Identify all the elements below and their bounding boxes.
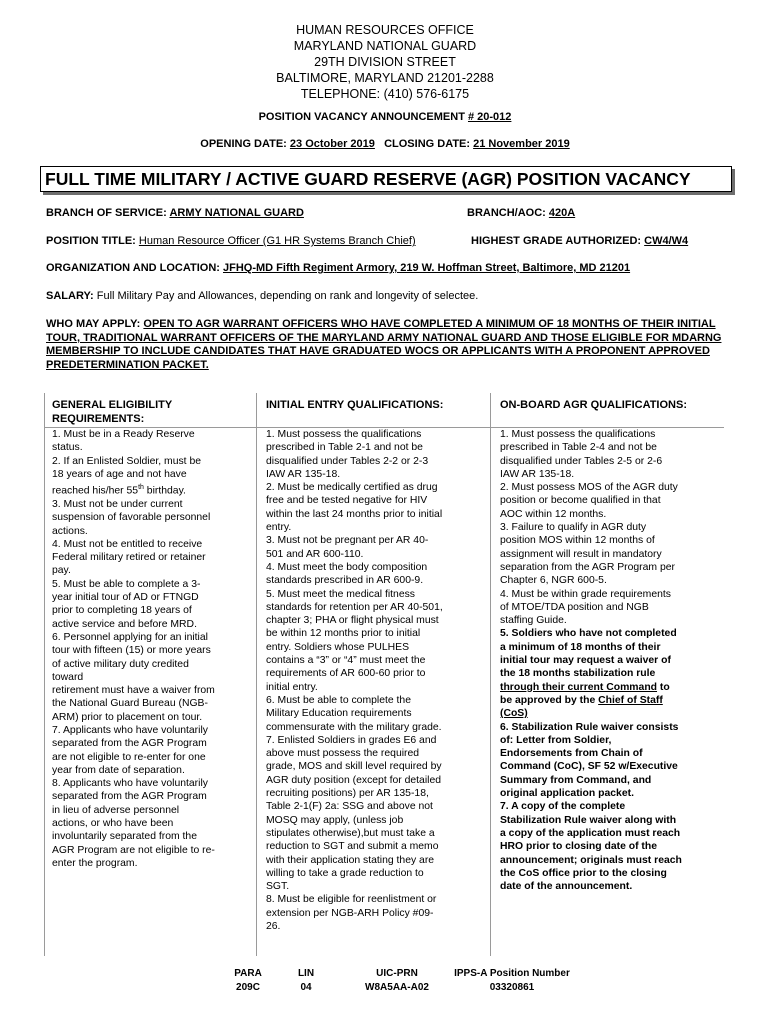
list-line: 4. Must not be entitled to receive (52, 538, 203, 550)
organization-label: ORGANIZATION AND LOCATION: (46, 262, 223, 274)
aoc-value: 420A (548, 207, 576, 219)
branch-value: ARMY NATIONAL GUARD (169, 207, 304, 219)
list-line: SGT. (266, 881, 290, 893)
list-line: AGR Program are not eligible to re- (52, 844, 215, 856)
list-line: 3. Failure to qualify in AGR duty (500, 522, 647, 534)
list-line: above must possess the required (266, 748, 420, 760)
list-line: year initial tour of AD or FTNGD (52, 592, 199, 604)
list-line: Stabilization Rule waiver along with (500, 814, 677, 826)
list-line: Command (CoC), SF 52 w/Executive (500, 761, 678, 773)
announcement-number (0, 111, 770, 123)
approved-text: be approved by the (500, 694, 599, 706)
branch-label: BRANCH OF SERVICE: (46, 207, 170, 219)
list-line: 1. Must be in a Ready Reserve (52, 429, 195, 440)
who-line: PREDETERMINATION PACKET. (46, 358, 209, 371)
list-line: be within 12 months prior to initial (266, 628, 421, 640)
list-line: 26. (266, 920, 281, 932)
list-line: prescribed in Table 2-1 and not be (266, 442, 423, 454)
header-line: MARYLAND NATIONAL GUARD (293, 39, 477, 53)
list-line: a minimum of 18 months of their (500, 641, 661, 653)
list-line: of: Letter from Soldier, (500, 734, 612, 746)
qualifications-table (44, 393, 724, 956)
who-line: TOUR, TRADITIONAL WARRANT OFFICERS OF THE MARYLAND ARMY NATIONAL GUARD AND THOSE ELIGIBLE FOR MDARNG (46, 331, 722, 344)
list-line: tour with fifteen (15) or more years (52, 645, 211, 657)
list-line: original application packet. (500, 788, 634, 800)
list-line: contains a “3” or “4” must meet the (266, 655, 426, 667)
list-line: ARM) prior to placement on tour. (52, 711, 203, 723)
list-line: recruiting positions) per AR 135-18, (266, 788, 429, 800)
list-line: HRO prior to closing date of the (500, 841, 658, 853)
position-title-label: POSITION TITLE: (46, 235, 139, 247)
list-line: retirement must have a waiver from (52, 685, 215, 697)
list-line: reached his/her 55th birthday. (52, 484, 186, 497)
list-line: of MTOE/TDA position and NGB (500, 601, 649, 613)
uic-value: W8A5AA-A02 (365, 982, 429, 993)
list-line: separated from the AGR Program (52, 791, 207, 803)
list-line: commensurate with the military grade. (266, 721, 442, 733)
announcement-value: # 20-012 (467, 111, 512, 123)
list-line: of active military duty credited (52, 658, 189, 670)
list-line: position MOS within 12 months of (500, 535, 655, 547)
list-line: reduction to SGT and submit a memo (266, 841, 439, 853)
list-line: IAW AR 135-18. (500, 468, 575, 480)
list-line: enter the program. (52, 857, 138, 869)
list-line: Military Education requirements (266, 708, 412, 720)
grade-value: CW4/W4 (644, 235, 689, 247)
position-title-field (46, 235, 416, 247)
command-text: through their current Command (500, 681, 658, 693)
grade-field (471, 235, 688, 247)
list-line: involuntarily separated from the (52, 831, 197, 843)
list-line: 501 and AR 600-110. (266, 548, 364, 560)
who-line: MEMBERSHIP TO INCLUDE CANDIDATES THAT HAVE GRADUATED WOCS OR APPLICANTS WITH A PROPONENT APPROVED (46, 345, 710, 357)
list-line: 6. Stabilization Rule waiver consists (500, 721, 679, 733)
list-line: within the last 24 months prior to initial (266, 508, 443, 520)
list-line: separation from the AGR Program per (500, 561, 675, 573)
list-line: assignment will result in mandatory (500, 548, 662, 560)
heading-line: REQUIREMENTS: (52, 413, 145, 425)
ipps-value: 03320861 (489, 982, 535, 993)
list-line: the National Guard Bureau (NGB- (52, 698, 208, 710)
list-line: 6. Must be able to complete the (266, 694, 411, 706)
list-line: the 18 months stabilization rule (500, 668, 656, 680)
list-line: standards for retention per AR 40-501, (266, 601, 443, 613)
cos-text: (CoS) (500, 708, 528, 720)
list-line: 4. Must be within grade requirements (500, 588, 671, 600)
list-line: 3. Must not be under current (52, 498, 183, 510)
list-line: year from date of separation. (52, 764, 185, 776)
list-line: 1. Must possess the qualifications (266, 429, 422, 440)
list-item (500, 694, 682, 707)
list-line: suspension of favorable personnel (52, 512, 211, 524)
list-line: with their application stating they are (266, 854, 435, 866)
list-line: Table 2-1(F) 2a: SSG and above not (266, 801, 433, 813)
who-may-apply (46, 318, 752, 372)
list-line: entry. Soldiers whose PULHES (266, 641, 410, 653)
list-line: separated from the AGR Program (52, 738, 207, 750)
list-line: standards prescribed in AR 600-9. (266, 575, 424, 587)
list-line: 1. Must possess the qualifications (500, 429, 656, 440)
list-line: willing to take a grade reduction to (266, 867, 424, 879)
list-line: disqualified under Tables 2-2 or 2-3 (266, 455, 429, 467)
list-line: pay. (52, 565, 71, 577)
list-line: chapter 3; PHA or flight physical must (266, 615, 439, 627)
grade-label: HIGHEST GRADE AUTHORIZED: (471, 235, 645, 247)
list-line: Chapter 6, NGR 600-5. (500, 575, 607, 587)
list-line: Summary from Command, and (500, 774, 652, 786)
list-line: 5. Soldiers who have not completed (500, 628, 677, 640)
list-line: actions, or who have been (52, 818, 174, 830)
list-line: prior to completing 18 years of (52, 605, 192, 617)
list-line: MOSQ may apply, (unless job (266, 814, 404, 826)
list-line: 7. A copy of the complete (500, 801, 626, 813)
list-line: disqualified under Tables 2-5 or 2-6 (500, 455, 663, 467)
list-line: status. (52, 442, 83, 454)
list-line: 4. Must meet the body composition (266, 561, 428, 573)
para-value: 209C (236, 982, 260, 993)
who-label: WHO MAY APPLY: (46, 318, 144, 330)
closing-date: 21 November 2019 (473, 138, 570, 150)
general-eligibility-list (52, 428, 215, 870)
office-header (0, 22, 770, 102)
table-divider (256, 393, 257, 956)
opening-date: 23 October 2019 (289, 138, 375, 150)
position-title-value: Human Resource Officer (G1 HR Systems Branch Chief) (138, 235, 416, 247)
uic-label: UIC-PRN (376, 968, 418, 979)
initial-entry-heading: INITIAL ENTRY QUALIFICATIONS: (266, 399, 444, 411)
list-item (500, 681, 682, 694)
footer-lin (288, 967, 324, 995)
aoc-field (467, 207, 575, 219)
list-item (500, 707, 682, 720)
list-line: extension per NGB-ARH Policy #09- (266, 907, 434, 919)
salary-value: Full Military Pay and Allowances, depending on rank and longevity of selectee. (96, 290, 479, 302)
list-line: AOC within 12 months. (500, 508, 607, 520)
onboard-agr-list (500, 428, 682, 893)
list-line: 5. Must meet the medical fitness (266, 588, 415, 600)
list-line: 5. Must be able to complete a 3- (52, 578, 201, 590)
footer-uic (358, 967, 436, 995)
list-line: requirements of AR 600-60 prior to (266, 668, 426, 680)
list-line: a copy of the application must reach (500, 827, 681, 839)
header-line: TELEPHONE: (410) 576-6175 (300, 87, 470, 101)
list-line: announcement; originals must reach (500, 854, 682, 866)
header-line: 29TH DIVISION STREET (314, 55, 456, 69)
table-divider (490, 393, 491, 956)
heading-line: GENERAL ELIGIBILITY (52, 399, 173, 411)
list-line: entry. (266, 522, 292, 534)
branch-field (46, 207, 304, 219)
onboard-agr-heading: ON-BOARD AGR QUALIFICATIONS: (500, 399, 687, 411)
vacancy-banner: FULL TIME MILITARY / ACTIVE GUARD RESERVE (AGR) POSITION VACANCY (40, 166, 732, 192)
header-line: HUMAN RESOURCES OFFICE (296, 23, 474, 37)
header-line: BALTIMORE, MARYLAND 21201-2288 (276, 71, 494, 85)
list-line: 7. Enlisted Soldiers in grades E6 and (266, 734, 437, 746)
list-line: 2. If an Enlisted Soldier, must be (52, 455, 202, 467)
list-line: initial tour may request a waiver of (500, 655, 671, 667)
list-line: are not eligible to re-enter for one (52, 751, 206, 763)
announcement-label: POSITION VACANCY ANNOUNCEMENT (258, 111, 468, 123)
list-line: Federal military retired or retainer (52, 552, 206, 564)
list-line: 8. Applicants who have voluntarily (52, 778, 208, 790)
to-text: to (657, 681, 670, 693)
list-line: actions. (52, 525, 88, 537)
list-line: 6. Personnel applying for an initial (52, 631, 208, 643)
aoc-label: BRANCH/AOC: (467, 207, 549, 219)
list-line: stipulates otherwise),but must take a (266, 827, 435, 839)
salary-label: SALARY: (46, 290, 97, 302)
dates-line (0, 138, 770, 150)
initial-entry-list (266, 428, 443, 933)
list-line: position or become qualified in that (500, 495, 661, 507)
list-line: prescribed in Table 2-4 and not be (500, 442, 657, 454)
organization-value: JFHQ-MD Fifth Regiment Armory, 219 W. Hoffman Street, Baltimore, MD 21201 (223, 262, 631, 274)
list-line: 18 years of age and not have (52, 468, 187, 480)
footer-ipps (446, 967, 578, 995)
who-line: OPEN TO AGR WARRANT OFFICERS WHO HAVE COMPLETED A MINIMUM OF 18 MONTHS OF THEIR INITIAL (143, 318, 716, 330)
ipps-label: IPPS-A Position Number (454, 968, 570, 979)
list-line: in lieu of adverse personnel (52, 804, 180, 816)
list-line: date of the announcement. (500, 881, 633, 893)
list-line: AGR duty position (except for detailed (266, 774, 442, 786)
list-line: free and be tested negative for HIV (266, 495, 428, 507)
lin-value: 04 (300, 982, 312, 993)
organization-field (46, 262, 630, 274)
list-line: 2. Must possess MOS of the AGR duty (500, 482, 678, 494)
list-line: active service and before MRD. (52, 618, 197, 630)
list-line: toward (52, 671, 84, 683)
list-line: 7. Applicants who have voluntarily (52, 725, 208, 736)
general-eligibility-heading (52, 398, 172, 426)
list-line: staffing Guide. (500, 615, 567, 627)
list-line: IAW AR 135-18. (266, 468, 341, 480)
list-line: 3. Must not be pregnant per AR 40- (266, 535, 429, 547)
chief-of-staff-text: Chief of Staff (598, 694, 663, 706)
list-line: initial entry. (266, 681, 318, 693)
lin-label: LIN (297, 968, 315, 979)
para-label: PARA (234, 968, 262, 979)
list-line: grade, MOS and skill level required by (266, 761, 442, 773)
closing-label: CLOSING DATE: (384, 138, 474, 150)
opening-label: OPENING DATE: (200, 138, 290, 150)
footer-para (226, 967, 270, 995)
list-line: Endorsements from Chain of (500, 748, 643, 760)
list-line: 2. Must be medically certified as drug (266, 482, 438, 494)
table-border (44, 393, 45, 956)
list-line: 8. Must be eligible for reenlistment or (266, 894, 437, 906)
salary-field (46, 290, 478, 302)
list-line: the CoS office prior to the closing (500, 867, 667, 879)
